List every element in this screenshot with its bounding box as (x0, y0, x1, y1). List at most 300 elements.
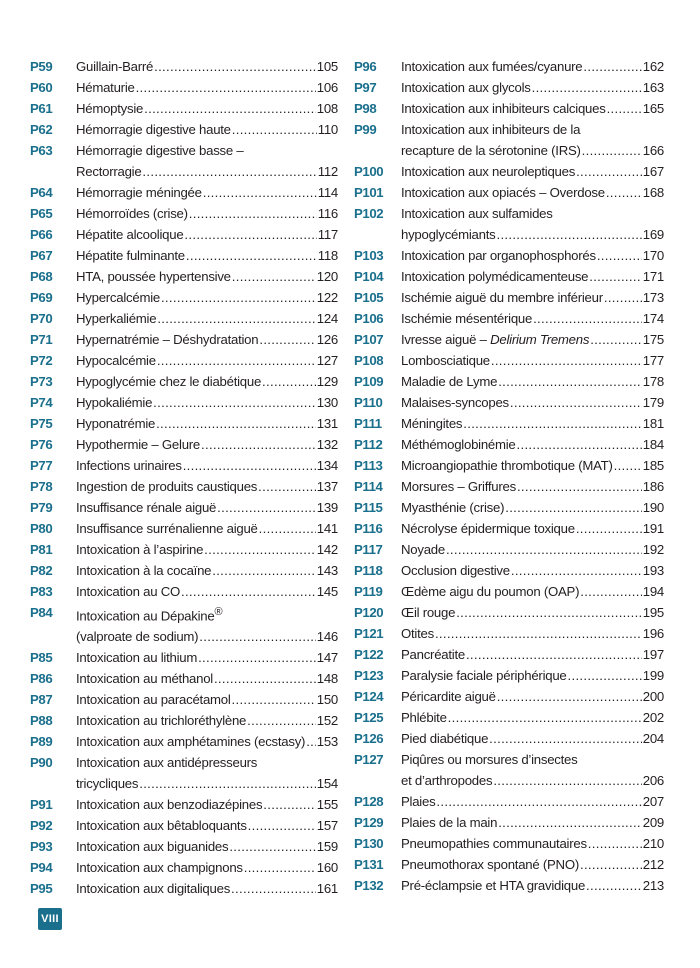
entry-body (401, 791, 664, 812)
entry-row (76, 476, 338, 497)
dot-leader (582, 140, 642, 161)
entry-number: P100 (354, 164, 384, 179)
entry-row (401, 686, 664, 707)
toc-entry[interactable] (354, 707, 664, 728)
toc-entry[interactable] (354, 371, 664, 392)
entry-title (401, 245, 596, 266)
entry-title-text: Intoxication aux opiacés – Overdose (401, 185, 605, 200)
toc-entry[interactable] (30, 560, 338, 581)
toc-entry[interactable] (30, 752, 338, 794)
toc-entry[interactable] (354, 791, 664, 812)
entry-row (401, 539, 664, 560)
entry-title (76, 455, 182, 476)
toc-entry[interactable] (354, 581, 664, 602)
entry-number: P80 (30, 521, 53, 536)
entry-number: P119 (354, 584, 383, 599)
toc-entry[interactable] (354, 476, 664, 497)
entry-title (401, 77, 531, 98)
page-number: 199 (642, 668, 664, 683)
entry-row (401, 161, 664, 182)
page-number: 116 (317, 206, 338, 221)
entry-title-text: Intoxication aux benzodiazépines (76, 797, 263, 813)
entry-title-text: Plaies (401, 794, 436, 809)
toc-entry[interactable] (354, 308, 664, 329)
page-number: 152 (316, 713, 338, 729)
entry-body (76, 434, 338, 455)
entry-number: P96 (354, 59, 377, 74)
page-number: 179 (642, 395, 664, 410)
entry-title-text: Hypothermie – Gelure (76, 437, 201, 452)
entry-row (76, 413, 338, 434)
toc-entry[interactable] (30, 731, 338, 752)
toc-entry[interactable] (30, 245, 338, 266)
entry-body (401, 182, 664, 203)
entry-title-text: Hémorragie digestive basse – (76, 143, 244, 158)
entry-body (401, 455, 664, 476)
dot-leader (576, 518, 642, 539)
entry-row (401, 623, 664, 644)
entry-number: P69 (30, 290, 53, 305)
entry-body (76, 581, 338, 602)
entry-title (76, 794, 262, 815)
entry-title (76, 392, 152, 413)
entry-row (401, 308, 664, 329)
entry-title (401, 308, 532, 329)
toc-entry[interactable] (354, 77, 664, 98)
toc-entry[interactable] (30, 287, 338, 308)
entry-row (401, 854, 664, 875)
toc-entry[interactable] (30, 77, 338, 98)
entry-number: P114 (354, 479, 383, 494)
entry-number: P68 (30, 269, 53, 284)
page-number: 117 (317, 227, 338, 242)
entry-title-line (401, 749, 664, 770)
entry-title-text: Maladie de Lyme (401, 374, 498, 389)
dot-leader (229, 836, 315, 857)
dot-leader (156, 413, 316, 434)
entry-body (76, 731, 338, 752)
dot-leader (139, 773, 316, 794)
page-number: 193 (642, 563, 664, 578)
entry-body (76, 815, 338, 836)
entry-title (76, 56, 153, 77)
page-number: 141 (316, 521, 338, 536)
entry-number: P132 (354, 878, 384, 893)
page-number: 155 (316, 797, 338, 813)
page-number: 163 (642, 80, 664, 95)
entry-title-italic: Delirium Tremens (490, 332, 590, 347)
page-number: 126 (316, 332, 338, 347)
toc-entry[interactable] (30, 539, 338, 560)
entry-number: P59 (30, 59, 53, 74)
entry-title-line (401, 119, 664, 140)
toc-entry[interactable] (30, 308, 338, 329)
entry-body (76, 647, 338, 668)
entry-title-text: hypoglycémiants (401, 227, 496, 242)
toc-entry[interactable] (354, 56, 664, 77)
dot-leader (446, 539, 642, 560)
entry-title-text: Intoxication aux champignons (76, 860, 243, 876)
entry-title-text: Intoxication aux sulfamides (401, 206, 553, 221)
entry-title-text: Noyade (401, 542, 445, 557)
entry-title-text: Ingestion de produits caustiques (76, 479, 258, 494)
entry-row (76, 794, 338, 815)
entry-number: P103 (354, 248, 384, 263)
entry-row (401, 560, 664, 581)
entry-title-text: Hypokaliémie (76, 395, 153, 410)
toc-entry[interactable] (354, 560, 664, 581)
entry-body (76, 539, 338, 560)
dot-leader (204, 539, 316, 560)
dot-leader (203, 182, 317, 203)
entry-title-text: Infections urinaires (76, 458, 182, 473)
dot-leader (436, 791, 641, 812)
entry-row (76, 161, 338, 182)
toc-entry[interactable] (30, 836, 338, 857)
toc-entry[interactable] (30, 689, 338, 710)
toc-entry[interactable] (30, 413, 338, 434)
entry-body (401, 266, 664, 287)
toc-entry[interactable] (30, 434, 338, 455)
dot-leader (511, 560, 642, 581)
entry-body (401, 581, 664, 602)
page-number: 197 (642, 647, 664, 662)
toc-entry[interactable] (354, 455, 664, 476)
toc-entry[interactable] (354, 161, 664, 182)
entry-title-text: Morsures – Griffures (401, 479, 516, 494)
entry-title (76, 497, 216, 518)
entry-title (76, 476, 257, 497)
toc-entry[interactable] (354, 539, 664, 560)
entry-row (76, 119, 338, 140)
dot-leader (259, 518, 316, 539)
entry-title-text: Hyponatrémie (76, 416, 156, 431)
entry-row (401, 581, 664, 602)
entry-title-text: Hémorragie méningée (76, 185, 202, 200)
entry-title-text: Insuffisance surrénalienne aiguë (76, 521, 258, 536)
entry-title-line (76, 140, 338, 161)
entry-title-text: Piqûres ou morsures d’insectes (401, 752, 578, 767)
entry-body (76, 119, 338, 140)
page-number: 165 (642, 101, 664, 116)
entry-number: P117 (354, 542, 383, 557)
toc-entry[interactable] (30, 476, 338, 497)
entry-title-text: Otites (401, 626, 434, 641)
entry-row (76, 647, 338, 668)
entry-number: P61 (30, 101, 53, 116)
page-number: 196 (642, 626, 664, 641)
dot-leader (489, 728, 642, 749)
entry-title (76, 668, 213, 689)
entry-body (76, 308, 338, 329)
entry-number: P81 (30, 542, 53, 557)
toc-entry[interactable] (30, 668, 338, 689)
entry-row (76, 581, 338, 602)
entry-title-text: Intoxication à la cocaïne (76, 563, 212, 578)
entry-number: P112 (354, 437, 383, 452)
toc-entry[interactable] (30, 182, 338, 203)
dot-leader (232, 266, 316, 287)
toc-entry[interactable] (30, 203, 338, 224)
entry-title-text: Intoxication aux bêtabloquants (76, 818, 247, 834)
entry-title-text: HTA, poussée hypertensive (76, 269, 231, 284)
dot-leader (517, 434, 642, 455)
entry-body (401, 329, 664, 350)
entry-title-text: Intoxication au paracétamol (76, 692, 231, 708)
entry-title-text: Intoxication aux glycols (401, 80, 531, 95)
entry-title (401, 728, 488, 749)
page-number: 139 (316, 500, 338, 515)
page-number-badge: VIII (38, 908, 62, 930)
entry-title-text: tricycliques (76, 776, 139, 792)
entry-number: P60 (30, 80, 53, 95)
entry-number: P85 (30, 650, 53, 666)
toc-entry[interactable] (354, 266, 664, 287)
toc-entry[interactable] (354, 854, 664, 875)
entry-body (401, 707, 664, 728)
entry-body (76, 329, 338, 350)
toc-entry[interactable] (30, 329, 338, 350)
entry-number: P67 (30, 248, 53, 263)
entry-number: P104 (354, 269, 384, 284)
toc-entry[interactable] (354, 413, 664, 434)
page-number: 157 (316, 818, 338, 834)
entry-body (76, 518, 338, 539)
entry-body (401, 560, 664, 581)
registered-mark: ® (214, 606, 223, 618)
toc-entry[interactable] (30, 794, 338, 815)
toc-entry[interactable] (354, 287, 664, 308)
entry-title-text: Intoxication aux fumées/cyanure (401, 59, 583, 74)
entry-body (76, 287, 338, 308)
toc-entry[interactable] (30, 497, 338, 518)
entry-title (401, 224, 495, 245)
entry-title-text: Hémorragie digestive haute (76, 122, 231, 137)
dot-leader (306, 731, 316, 752)
entry-title (401, 875, 585, 896)
entry-body (401, 539, 664, 560)
toc-entry[interactable] (354, 119, 664, 161)
dot-leader (248, 815, 316, 836)
toc-entry[interactable] (30, 710, 338, 731)
toc-entry[interactable] (354, 812, 664, 833)
toc-entry[interactable] (354, 245, 664, 266)
page-number: 213 (642, 878, 664, 893)
entry-body (76, 560, 338, 581)
toc-entry[interactable] (354, 602, 664, 623)
entry-body (401, 476, 664, 497)
entry-row (76, 518, 338, 539)
toc-entry[interactable] (30, 878, 338, 899)
toc-entry[interactable] (354, 182, 664, 203)
toc-entry[interactable] (30, 602, 338, 647)
dot-leader (244, 857, 316, 878)
entry-title-text: Hypoglycémie chez le diabétique (76, 374, 262, 389)
dot-leader (161, 287, 316, 308)
entry-number: P78 (30, 479, 53, 494)
entry-body (401, 749, 664, 791)
dot-leader (580, 581, 642, 602)
dot-leader (576, 161, 642, 182)
entry-title-text: Hypocalcémie (76, 353, 156, 368)
toc-entry[interactable] (354, 98, 664, 119)
entry-body (401, 623, 664, 644)
entry-row (76, 287, 338, 308)
entry-title (76, 836, 228, 857)
entry-title (76, 203, 188, 224)
entry-row (401, 56, 664, 77)
entry-title (76, 560, 211, 581)
entry-title (76, 710, 246, 731)
toc-entry[interactable] (30, 98, 338, 119)
entry-number: P106 (354, 311, 384, 326)
entry-number: P86 (30, 671, 53, 687)
entry-title (401, 266, 588, 287)
toc-entry[interactable] (30, 371, 338, 392)
dot-leader (448, 707, 642, 728)
entry-title (401, 98, 606, 119)
dot-leader (517, 476, 642, 497)
entry-number: P121 (354, 626, 384, 641)
page-number: 162 (642, 59, 664, 74)
entry-title-text: Péricardite aiguë (401, 689, 496, 704)
toc-entry[interactable] (354, 644, 664, 665)
page-number: 174 (642, 311, 664, 326)
entry-number: P108 (354, 353, 384, 368)
toc-entry[interactable] (354, 497, 664, 518)
entry-title (401, 644, 465, 665)
toc-entry[interactable] (30, 455, 338, 476)
entry-number: P87 (30, 692, 53, 708)
entry-title-text: Œdème aigu du poumon (OAP) (401, 584, 580, 599)
dot-leader (157, 308, 315, 329)
entry-body (76, 497, 338, 518)
entry-row (76, 203, 338, 224)
entry-number: P65 (30, 206, 53, 221)
entry-body (401, 56, 664, 77)
toc-entry[interactable] (30, 857, 338, 878)
toc-entry[interactable] (354, 434, 664, 455)
toc-entry[interactable] (354, 833, 664, 854)
dot-leader (183, 455, 316, 476)
toc-entry[interactable] (354, 875, 664, 896)
entry-title-text: et d’arthropodes (401, 773, 493, 788)
dot-leader (198, 647, 316, 668)
dot-leader (186, 245, 317, 266)
dot-leader (263, 794, 315, 815)
entry-body (401, 371, 664, 392)
entry-number: P113 (354, 458, 383, 473)
toc-entry[interactable] (354, 686, 664, 707)
dot-leader (259, 329, 315, 350)
page-number: 131 (316, 416, 338, 431)
entry-body (76, 455, 338, 476)
entry-row (401, 707, 664, 728)
entry-title-text: Intoxication par organophosphorés (401, 248, 596, 263)
page-number: 134 (316, 458, 338, 473)
page-number: 143 (316, 563, 338, 578)
entry-title-text: Intoxication à l’aspirine (76, 542, 204, 557)
entry-body (401, 518, 664, 539)
toc-entry[interactable] (30, 56, 338, 77)
entry-title (401, 560, 510, 581)
toc-entry[interactable] (30, 350, 338, 371)
toc-entry[interactable] (30, 119, 338, 140)
toc-entry[interactable] (30, 581, 338, 602)
toc-entry[interactable] (30, 224, 338, 245)
page-number: 175 (642, 332, 664, 347)
entry-title (76, 773, 138, 794)
toc-entry[interactable] (354, 350, 664, 371)
entry-title (76, 689, 231, 710)
toc-entry[interactable] (354, 203, 664, 245)
entry-row (401, 476, 664, 497)
entry-body (76, 836, 338, 857)
page-number: 153 (316, 734, 338, 750)
toc-entry[interactable] (354, 392, 664, 413)
entry-row (401, 833, 664, 854)
toc-entry[interactable] (30, 815, 338, 836)
dot-leader (136, 77, 316, 98)
page-number: 148 (316, 671, 338, 687)
page-number: 159 (316, 839, 338, 855)
entry-title (76, 815, 247, 836)
dot-leader (498, 371, 642, 392)
toc-entry[interactable] (354, 728, 664, 749)
entry-row (401, 602, 664, 623)
toc-entry[interactable] (354, 749, 664, 791)
toc-entry[interactable] (30, 266, 338, 287)
entry-title-text: Ivresse aiguë – (401, 332, 491, 347)
dot-leader (217, 497, 316, 518)
entry-number: P122 (354, 647, 384, 662)
entry-body (401, 161, 664, 182)
entry-body (401, 413, 664, 434)
dot-leader (456, 602, 642, 623)
entry-title (401, 287, 603, 308)
toc-entry[interactable] (354, 329, 664, 350)
entry-title-text: Intoxication aux digitaliques (76, 881, 231, 897)
dot-leader (189, 203, 317, 224)
entry-title-text: Intoxication au méthanol (76, 671, 213, 687)
toc-entry[interactable] (354, 665, 664, 686)
entry-row (76, 350, 338, 371)
entry-body (76, 140, 338, 182)
entry-row (401, 287, 664, 308)
entry-body (76, 857, 338, 878)
dot-leader (590, 329, 642, 350)
page-number: 105 (316, 59, 338, 74)
toc-entry[interactable] (30, 518, 338, 539)
toc-entry[interactable] (30, 647, 338, 668)
dot-leader (231, 878, 316, 899)
toc-entry[interactable] (30, 392, 338, 413)
entry-title (401, 455, 613, 476)
entry-title-text: Intoxication aux antidépresseurs (76, 755, 258, 771)
entry-title-text: Phlébite (401, 710, 447, 725)
dot-leader (580, 854, 642, 875)
entry-title (76, 119, 231, 140)
entry-row (401, 875, 664, 896)
entry-title-text: Intoxication aux amphétamines (ecstasy) (76, 734, 306, 750)
entry-title (76, 266, 231, 287)
entry-title (76, 308, 156, 329)
toc-entry[interactable] (30, 140, 338, 182)
toc-entry[interactable] (354, 623, 664, 644)
toc-entry[interactable] (354, 518, 664, 539)
page-number: 207 (642, 794, 664, 809)
entry-body (401, 119, 664, 161)
